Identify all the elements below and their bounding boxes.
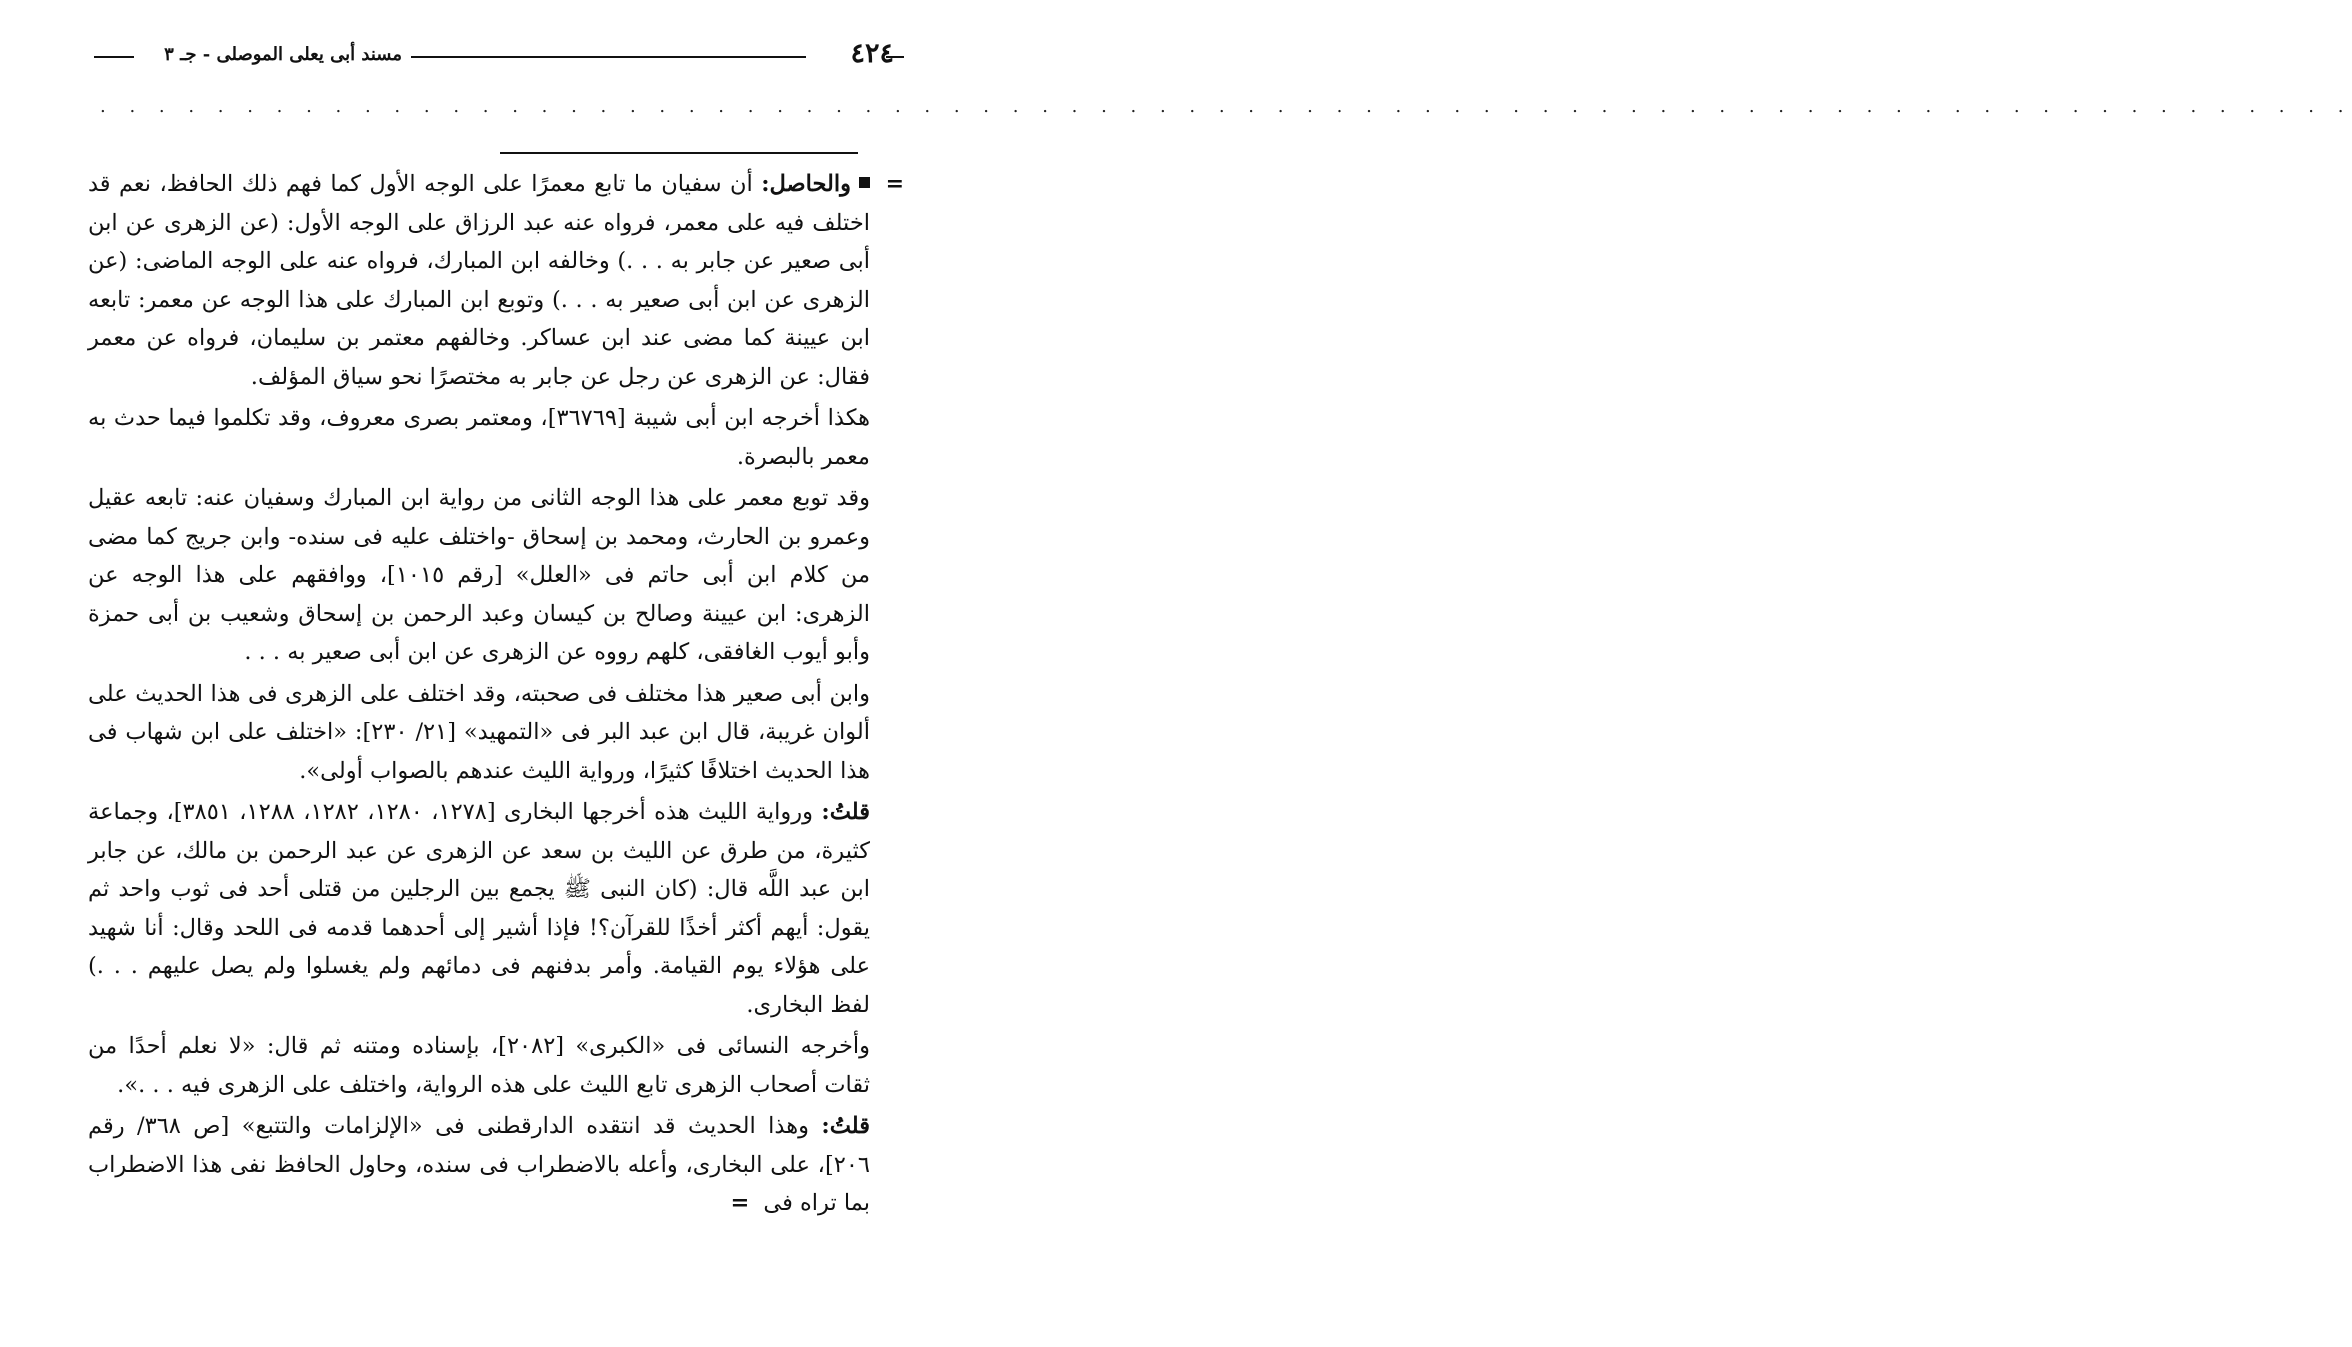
paragraph-text: ورواية الليث هذه أخرجها البخارى [١٢٧٨، ١٢٨٠، ١٢٨٢، ١٢٨٨، ٣٨٥١]، وجماعة كثيرة، من طرق عن الليث بن سعد عن الزهرى عن عبد الرحمن بن مالك، عن جابر ابن عبد اللَّه قال: (كان النبى ﷺ يجمع بين الرجلين من قتلى أحد فى ثوب واحد ثم يقول: أيهم أكثر أخذًا للقرآن؟! فإذا أشير إلى أحدهما قدمه فى اللحد وقال: أنا شهيد على هؤلاء يوم القيامة. وأمر بدفنهم فى دمائهم ولم يغسلوا ولم يصل عليهم . . .) لفظ البخارى. xyxy=(88,799,870,1018)
paragraph-text: هكذا أخرجه ابن أبى شيبة [٣٦٧٦٩]، ومعتمر بصرى معروف، وقد تكلموا فيما حدث به معمر بالبصرة. xyxy=(88,405,870,470)
footnote-paragraph xyxy=(88,675,870,791)
continuation-mark: = xyxy=(885,171,904,197)
paragraph-text: وهذا الحديث قد انتقده الدارقطنى فى «الإلزامات والتتبع» [ص ٣٦٨/ رقم ٢٠٦]، على البخارى، وأعله بالاضطراب فى سنده، وحاول الحافظ نفى هذا الاضطراب بما تراه فى xyxy=(88,1113,870,1216)
paragraph-lead: والحاصل: xyxy=(761,171,851,197)
footnote-paragraph xyxy=(88,165,870,396)
footnote-paragraph xyxy=(88,1027,870,1104)
header-dash-left xyxy=(94,56,134,58)
continuation-mark-end: = xyxy=(730,1190,750,1216)
paragraph-lead: قلتُ: xyxy=(821,1113,871,1139)
paragraph-lead: قلتُ: xyxy=(821,799,870,825)
running-header xyxy=(88,36,898,76)
footnote-paragraph xyxy=(88,1107,870,1223)
page-number: ٤٢٤ xyxy=(850,38,894,69)
header-rule xyxy=(411,56,806,58)
book-title: مسند أبى يعلى الموصلى - جـ ٣ xyxy=(164,44,402,65)
square-bullet-icon xyxy=(859,177,870,188)
footnote-paragraph xyxy=(88,399,870,476)
footnotes xyxy=(88,165,904,1226)
paragraph-text: أن سفيان ما تابع معمرًا على الوجه الأول كما فهم ذلك الحافظ، نعم قد اختلف فيه على معمر، فرواه عنه عبد الرزاق على الوجه الأول: (عن الزهرى عن ابن أبى صعير عن جابر به . . .) وخالفه ابن المبارك، فرواه عنه على الوجه الماضى: (عن الزهرى عن ابن أبى صعير به . . .) وتوبع ابن المبارك على هذا الوجه عن معمر: تابعه ابن عيينة كما مضى عند ابن عساكر. وخالفهم معتمر بن سليمان، فرواه عن معمر فقال: عن الزهرى عن رجل عن جابر به مختصرًا نحو سياق المؤلف. xyxy=(88,171,870,390)
paragraph-text: وابن أبى صعير هذا مختلف فى صحبته، وقد اختلف على الزهرى فى هذا الحديث على ألوان غريبة، قال ابن عبد البر فى «التمهيد» [٢١/ ٢٣٠]: «اختلف على ابن شهاب فى هذا الحديث اختلافًا كثيرًا، ورواية الليث عندهم بالصواب أولى». xyxy=(88,680,870,784)
footnote-paragraph xyxy=(88,479,870,672)
footnote-separator xyxy=(500,152,858,154)
paragraph-text: وأخرجه النسائى فى «الكبرى» [٢٠٨٢]، بإسناده ومتنه ثم قال: «لا نعلم أحدًا من ثقات أصحاب الزهرى تابع الليث على هذه الرواية، واختلف على الزهرى فيه . . .». xyxy=(88,1033,870,1098)
main-text-ellipsis: . . . . . . . . . . . . . . . . . . . . . . . . . . . . . . . . . . . . . . . . . . . . . . . . . . . . . . . . . . . . . . . . . . . . . . . . . . . . . xyxy=(100,96,2352,117)
footnote-paragraph xyxy=(88,793,870,1024)
paragraph-text: وقد توبع معمر على هذا الوجه الثانى من رواية ابن المبارك وسفيان عنه: تابعه عقيل وعمرو بن الحارث، ومحمد بن إسحاق -واختلف عليه فى سنده- وابن جريج كما مضى من كلام ابن أبى حاتم فى «العلل» [رقم ١٠١٥]، ووافقهم على هذا الوجه عن الزهرى: ابن عيينة وصالح بن كيسان وعبد الرحمن بن إسحاق وشعيب بن أبى حمزة وأبو أيوب الغافقى، كلهم رووه عن الزهرى عن ابن أبى صعير به . . . xyxy=(88,485,870,665)
